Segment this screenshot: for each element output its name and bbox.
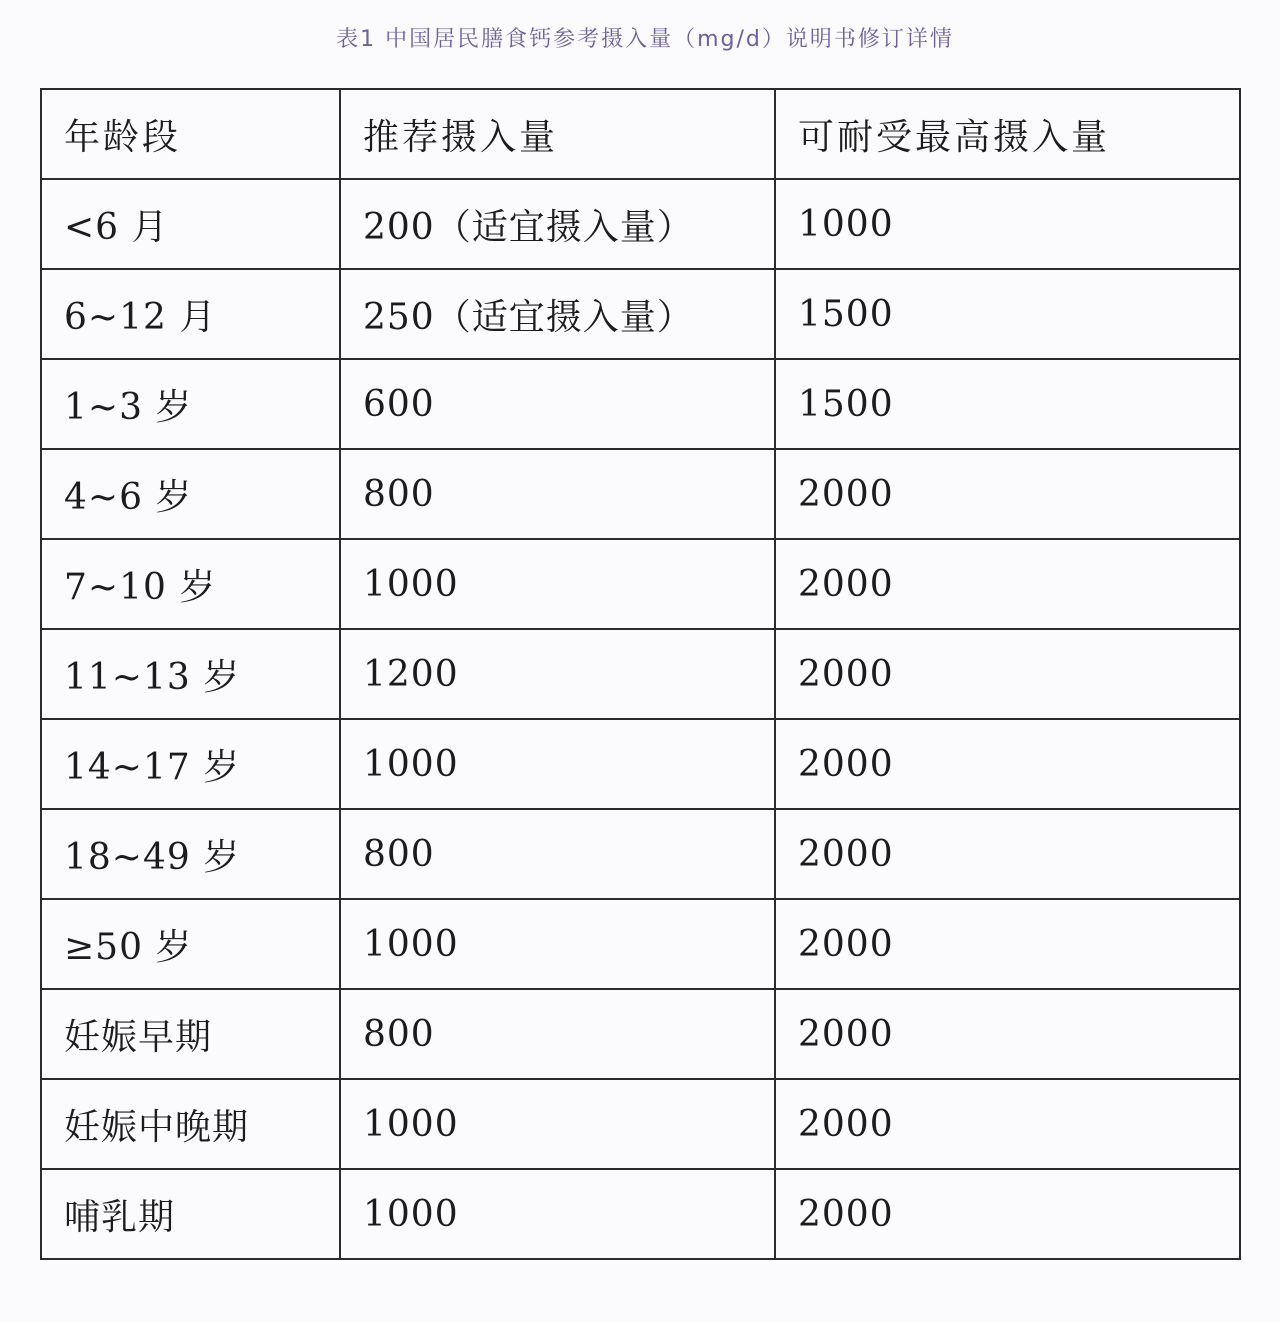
calcium-intake-table <box>40 88 1241 1260</box>
recommended-intake-cell: 600 <box>340 359 775 449</box>
upper-intake-cell: 1500 <box>775 269 1240 359</box>
upper-intake-cell: 1500 <box>775 359 1240 449</box>
column-header-age-group: 年龄段 <box>41 89 340 179</box>
upper-intake-cell: 2000 <box>775 1169 1240 1259</box>
table-row <box>41 449 1240 539</box>
age-group-cell: 14~17 岁 <box>41 719 340 809</box>
column-header-tolerable-upper-intake: 可耐受最高摄入量 <box>775 89 1240 179</box>
recommended-intake-cell: 1000 <box>340 1079 775 1169</box>
table-row <box>41 899 1240 989</box>
upper-intake-cell: 2000 <box>775 719 1240 809</box>
recommended-intake-cell: 800 <box>340 449 775 539</box>
recommended-intake-cell: 1000 <box>340 1169 775 1259</box>
upper-intake-cell: 2000 <box>775 539 1240 629</box>
age-group-cell: ≥50 岁 <box>41 899 340 989</box>
age-group-cell: 哺乳期 <box>41 1169 340 1259</box>
table-row <box>41 359 1240 449</box>
recommended-intake-cell: 1000 <box>340 539 775 629</box>
upper-intake-cell: 2000 <box>775 629 1240 719</box>
table-row <box>41 1169 1240 1259</box>
recommended-intake-cell: 800 <box>340 809 775 899</box>
age-group-cell: 妊娠中晚期 <box>41 1079 340 1169</box>
age-group-cell: 18~49 岁 <box>41 809 340 899</box>
upper-intake-cell: 2000 <box>775 809 1240 899</box>
age-group-cell: 4~6 岁 <box>41 449 340 539</box>
table-row <box>41 539 1240 629</box>
recommended-intake-cell: 1000 <box>340 719 775 809</box>
upper-intake-cell: 2000 <box>775 1079 1240 1169</box>
recommended-intake-cell: 250（适宜摄入量） <box>340 269 775 359</box>
column-header-recommended-intake: 推荐摄入量 <box>340 89 775 179</box>
age-group-cell: <6 月 <box>41 179 340 269</box>
recommended-intake-cell: 800 <box>340 989 775 1079</box>
upper-intake-cell: 1000 <box>775 179 1240 269</box>
recommended-intake-cell: 200（适宜摄入量） <box>340 179 775 269</box>
recommended-intake-cell: 1200 <box>340 629 775 719</box>
table-row <box>41 719 1240 809</box>
table-header-row <box>41 89 1240 179</box>
age-group-cell: 7~10 岁 <box>41 539 340 629</box>
upper-intake-cell: 2000 <box>775 449 1240 539</box>
table-row <box>41 179 1240 269</box>
table-caption: 表1 中国居民膳食钙参考摄入量（mg/d）说明书修订详情 <box>336 27 954 52</box>
age-group-cell: 1~3 岁 <box>41 359 340 449</box>
upper-intake-cell: 2000 <box>775 989 1240 1079</box>
upper-intake-cell: 2000 <box>775 899 1240 989</box>
age-group-cell: 6~12 月 <box>41 269 340 359</box>
recommended-intake-cell: 1000 <box>340 899 775 989</box>
table-row <box>41 1079 1240 1169</box>
age-group-cell: 11~13 岁 <box>41 629 340 719</box>
table-row <box>41 269 1240 359</box>
table-row <box>41 989 1240 1079</box>
table-row <box>41 629 1240 719</box>
age-group-cell: 妊娠早期 <box>41 989 340 1079</box>
table-row <box>41 809 1240 899</box>
